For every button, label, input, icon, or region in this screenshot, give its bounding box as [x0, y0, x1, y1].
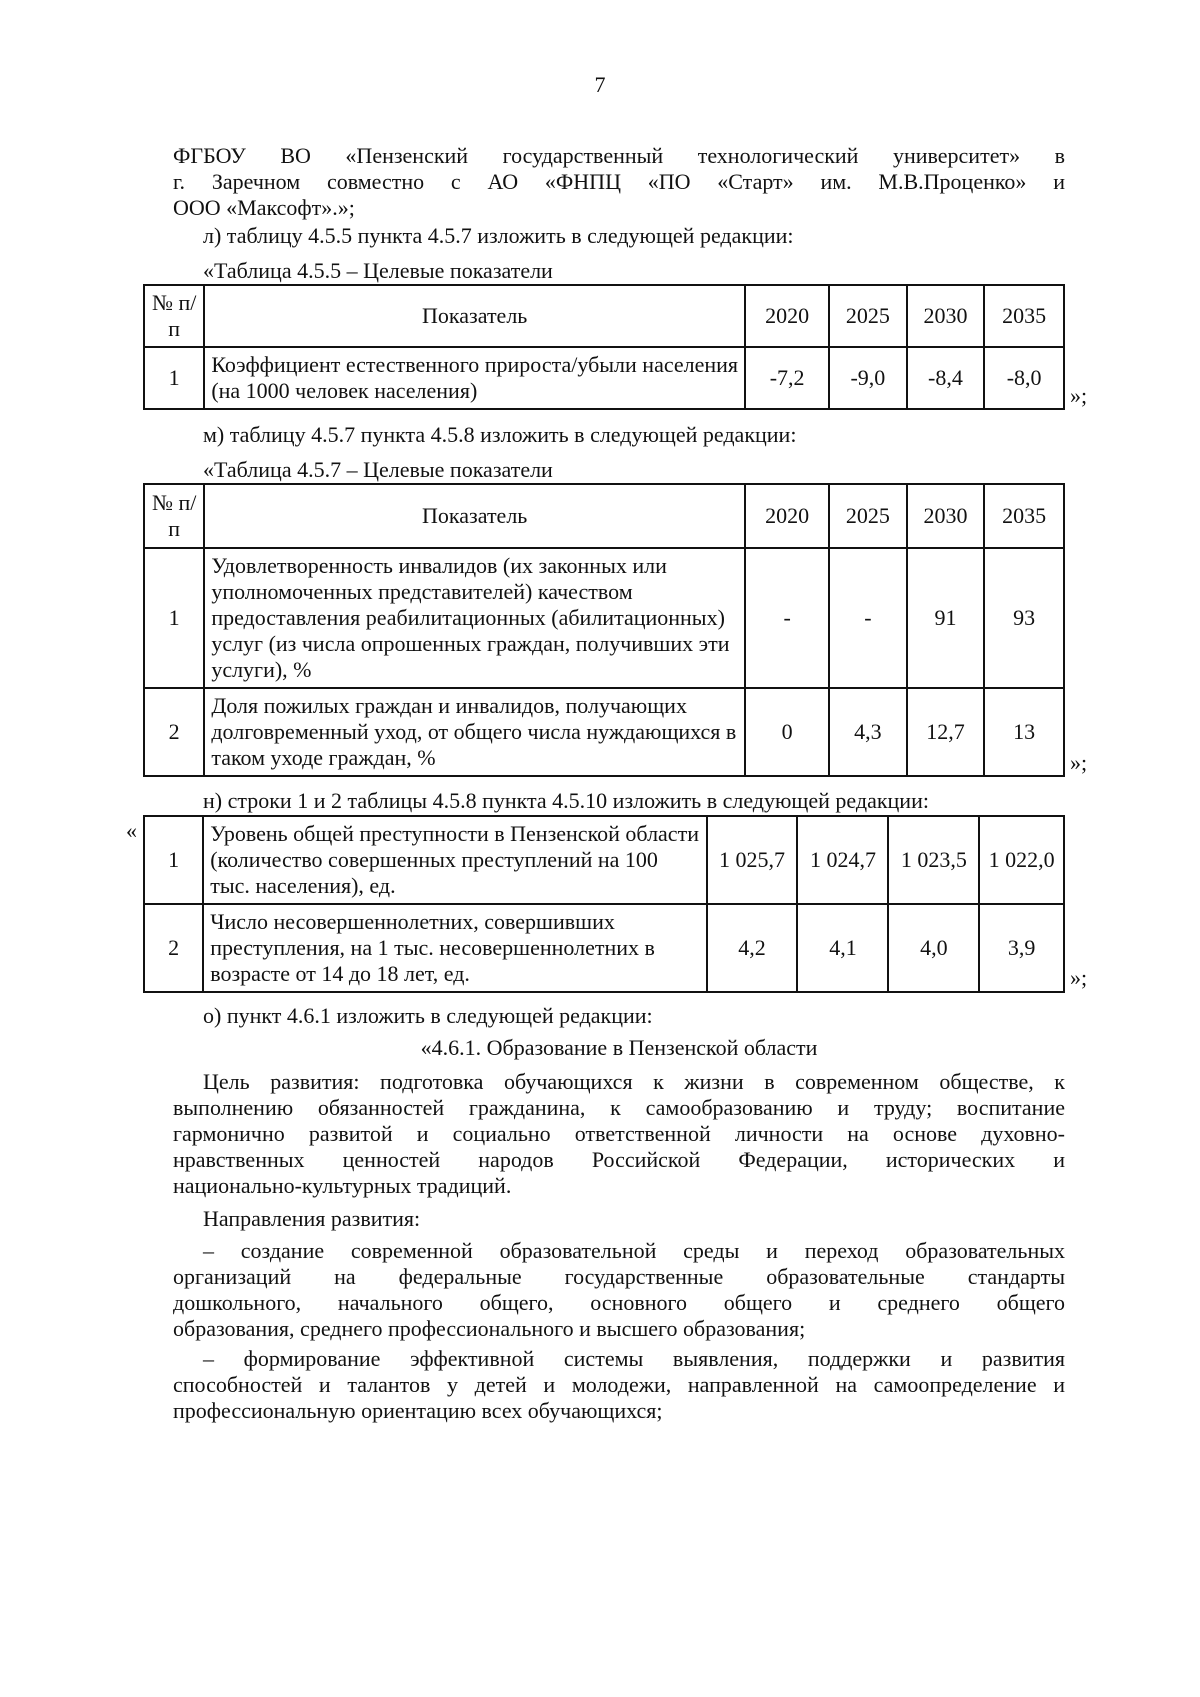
goal-paragraph: [173, 1069, 1065, 1199]
row-num: 1: [144, 347, 204, 409]
dir1-line-1: – создание современной образовательной среды и переход образовательных: [203, 1238, 1065, 1263]
goal-line-4: нравственных ценностей народов Российской Федерации, исторических и: [173, 1147, 1065, 1172]
row-num: 2: [144, 904, 203, 992]
item-o: о) пункт 4.6.1 изложить в следующей редакции:: [203, 1003, 653, 1028]
goal-line-2: выполнению обязанностей гражданина, к самообразованию и труду; воспитание: [173, 1095, 1065, 1120]
table-header-row: [144, 484, 1064, 548]
header-num: № п/п: [144, 484, 204, 548]
section-title: «4.6.1. Образование в Пензенской области: [420, 1035, 818, 1060]
header-2030: 2030: [907, 285, 985, 347]
dir1-line-4: образования, среднего профессионального и высшего образования;: [173, 1316, 806, 1341]
value-2035: -8,0: [984, 347, 1064, 409]
value-2035: 1 022,0: [979, 816, 1064, 904]
header-2025: 2025: [829, 484, 907, 548]
table-458-close: »;: [1070, 965, 1088, 990]
goal-line-3: гармонично развитой и социально ответственной личности на основе духовно-: [173, 1121, 1065, 1146]
table-457: [143, 483, 1065, 777]
table-458-open: «: [126, 818, 137, 843]
value-2020: 4,2: [707, 904, 798, 992]
item-n: н) строки 1 и 2 таблицы 4.5.8 пункта 4.5.10 изложить в следующей редакции:: [203, 788, 929, 813]
dir1-line-2: организаций на федеральные государственные образовательные стандарты: [173, 1264, 1065, 1289]
table-header-row: [144, 285, 1064, 347]
row-num: 2: [144, 688, 204, 776]
value-2020: 1 025,7: [707, 816, 798, 904]
header-2030: 2030: [907, 484, 985, 548]
value-2025: 1 024,7: [797, 816, 888, 904]
header-2020: 2020: [745, 285, 829, 347]
direction-2: [173, 1346, 1065, 1424]
value-2025: -9,0: [829, 347, 907, 409]
dir2-line-3: профессиональную ориентацию всех обучающихся;: [173, 1398, 663, 1423]
table-row: [144, 347, 1064, 409]
header-2025: 2025: [829, 285, 907, 347]
row-indicator: Доля пожилых граждан и инвалидов, получающих долговременный уход, от общего числа нуждающихся в таком уходе граждан, %: [204, 688, 745, 776]
value-2030: 12,7: [907, 688, 985, 776]
value-2035: 13: [984, 688, 1064, 776]
dir1-line-3: дошкольного, начального общего, основного общего и среднего общего: [173, 1290, 1065, 1315]
value-2020: -: [745, 548, 829, 688]
table-458: [143, 815, 1065, 993]
value-2025: 4,3: [829, 688, 907, 776]
value-2030: 4,0: [888, 904, 979, 992]
goal-line-5: национально-культурных традиций.: [173, 1173, 512, 1198]
table-455: [143, 284, 1065, 410]
value-2025: 4,1: [797, 904, 888, 992]
item-m: м) таблицу 4.5.7 пункта 4.5.8 изложить в следующей редакции:: [203, 422, 797, 447]
header-2035: 2035: [984, 484, 1064, 548]
header-2035: 2035: [984, 285, 1064, 347]
dir2-line-1: – формирование эффективной системы выявления, поддержки и развития: [203, 1346, 1065, 1371]
intro-line-3: ООО «Максофт».»;: [173, 195, 355, 220]
intro-paragraph: [173, 143, 1065, 221]
value-2030: 1 023,5: [888, 816, 979, 904]
value-2030: 91: [907, 548, 985, 688]
header-indicator: Показатель: [204, 285, 745, 347]
item-l: л) таблицу 4.5.5 пункта 4.5.7 изложить в следующей редакции:: [203, 223, 794, 248]
table-row: [144, 548, 1064, 688]
value-2025: -: [829, 548, 907, 688]
value-2030: -8,4: [907, 347, 985, 409]
directions-title: Направления развития:: [203, 1206, 421, 1231]
row-num: 1: [144, 816, 203, 904]
goal-line-1: Цель развития: подготовка обучающихся к жизни в современном обществе, к: [203, 1069, 1065, 1094]
dir2-line-2: способностей и талантов у детей и молодежи, направленной на самоопределение и: [173, 1372, 1065, 1397]
row-num: 1: [144, 548, 204, 688]
table-row: [144, 904, 1064, 992]
table-455-close: »;: [1070, 383, 1088, 408]
row-indicator: Уровень общей преступности в Пензенской области (количество совершенных преступлений на 100 тыс. населения), ед.: [203, 816, 706, 904]
table-457-close: »;: [1070, 750, 1088, 775]
header-2020: 2020: [745, 484, 829, 548]
value-2020: -7,2: [745, 347, 829, 409]
value-2035: 93: [984, 548, 1064, 688]
row-indicator: Коэффициент естественного прироста/убыли населения (на 1000 человек населения): [204, 347, 745, 409]
row-indicator: Число несовершеннолетних, совершивших преступления, на 1 тыс. несовершеннолетних в возрасте от 14 до 18 лет, ед.: [203, 904, 706, 992]
intro-line-1: ФГБОУ ВО «Пензенский государственный технологический университет» в: [173, 143, 1065, 168]
value-2035: 3,9: [979, 904, 1064, 992]
table-row: [144, 688, 1064, 776]
table-457-caption: «Таблица 4.5.7 – Целевые показатели: [203, 457, 553, 482]
table-row: [144, 816, 1064, 904]
direction-1: [173, 1238, 1065, 1342]
header-indicator: Показатель: [204, 484, 745, 548]
table-455-caption: «Таблица 4.5.5 – Целевые показатели: [203, 258, 553, 283]
row-indicator: Удовлетворенность инвалидов (их законных или уполномоченных представителей) качеством предоставления реабилитационных (абилитационных) услуг (из числа опрошенных граждан, получивших эти услуги), %: [204, 548, 745, 688]
value-2020: 0: [745, 688, 829, 776]
intro-line-2: г. Заречном совместно с АО «ФНПЦ «ПО «Старт» им. М.В.Проценко» и: [173, 169, 1065, 194]
header-num: № п/п: [144, 285, 204, 347]
page-number: 7: [594, 72, 606, 97]
